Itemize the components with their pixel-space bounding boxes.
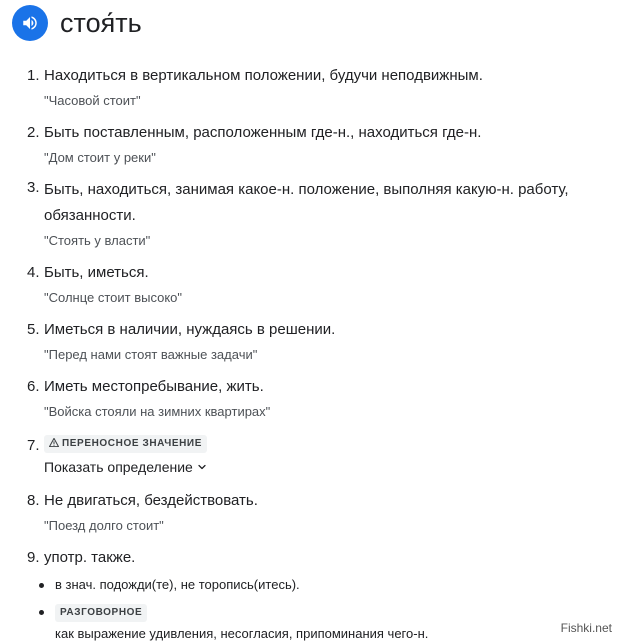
sub-definitions bbox=[27, 576, 612, 643]
figurative-badge bbox=[44, 435, 207, 453]
definition-text: Находиться в вертикальном положении, будучи неподвижным. bbox=[44, 67, 483, 84]
definition-number: 7. bbox=[27, 437, 40, 454]
definition-number: 4. bbox=[27, 264, 40, 281]
definition-example: "Дом стоит у реки" bbox=[44, 150, 156, 165]
definition-example: "Стоять у власти" bbox=[44, 233, 151, 248]
sub-definition-text: как выражение удивления, несогласия, припоминания чего-н. bbox=[55, 626, 429, 641]
definition-text: Иметь местопребывание, жить. bbox=[44, 378, 264, 395]
definition-item bbox=[27, 433, 612, 477]
definition-item bbox=[27, 122, 612, 166]
definition-example: "Солнце стоит высоко" bbox=[44, 290, 183, 305]
volume-icon bbox=[21, 14, 39, 32]
bullet bbox=[39, 583, 44, 588]
sub-definition-text: в знач. подожди(те), не торопись(итесь). bbox=[55, 577, 300, 592]
definition-text: Быть, иметься. bbox=[44, 264, 149, 281]
definition-example: "Перед нами стоят важные задачи" bbox=[44, 347, 258, 362]
warning-icon bbox=[49, 438, 59, 447]
definition-text: Быть, находиться, занимая какое-н. положение, выполняя какую-н. работу, обязанности. bbox=[44, 181, 569, 224]
bullet bbox=[39, 610, 44, 615]
definition-number: 1. bbox=[27, 67, 40, 84]
pronunciation-button[interactable] bbox=[12, 5, 48, 41]
definition-text: Иметься в наличии, нуждаясь в решении. bbox=[44, 321, 336, 338]
definition-item bbox=[27, 547, 612, 643]
figurative-badge-label: ПЕРЕНОСНОЕ ЗНАЧЕНИЕ bbox=[62, 437, 202, 449]
definition-item bbox=[27, 490, 612, 534]
definition-example: "Войска стояли на зимних квартирах" bbox=[44, 404, 271, 419]
headword: стоя́ть bbox=[60, 8, 142, 38]
definition-example: "Поезд долго стоит" bbox=[44, 518, 164, 533]
definition-number: 3. bbox=[27, 179, 40, 196]
figurative-label bbox=[44, 433, 612, 454]
definition-number: 2. bbox=[27, 124, 40, 141]
definition-number: 9. bbox=[27, 549, 40, 566]
watermark: Fishki.net bbox=[560, 621, 612, 635]
sub-definition-item bbox=[39, 603, 612, 643]
definition-text: Быть поставленным, расположенным где-н., находиться где-н. bbox=[44, 124, 482, 141]
colloquial-badge: РАЗГОВОРНОЕ bbox=[55, 604, 147, 622]
definition-number: 5. bbox=[27, 321, 40, 338]
definition-text: употр. также. bbox=[44, 549, 136, 566]
word-header bbox=[12, 5, 142, 41]
definition-number: 6. bbox=[27, 378, 40, 395]
show-definition-label: Показать определение bbox=[44, 459, 193, 475]
definition-item bbox=[27, 177, 612, 249]
definition-item bbox=[27, 65, 612, 109]
definition-number: 8. bbox=[27, 492, 40, 509]
definition-item bbox=[27, 376, 612, 420]
definition-example: "Часовой стоит" bbox=[44, 93, 141, 108]
definition-text: Не двигаться, бездействовать. bbox=[44, 492, 258, 509]
definition-item bbox=[27, 262, 612, 306]
chevron-down-icon bbox=[196, 461, 208, 473]
definition-item bbox=[27, 319, 612, 363]
sub-definition-item bbox=[39, 576, 612, 594]
show-definition-button[interactable] bbox=[44, 458, 208, 476]
definitions-list bbox=[27, 65, 612, 643]
